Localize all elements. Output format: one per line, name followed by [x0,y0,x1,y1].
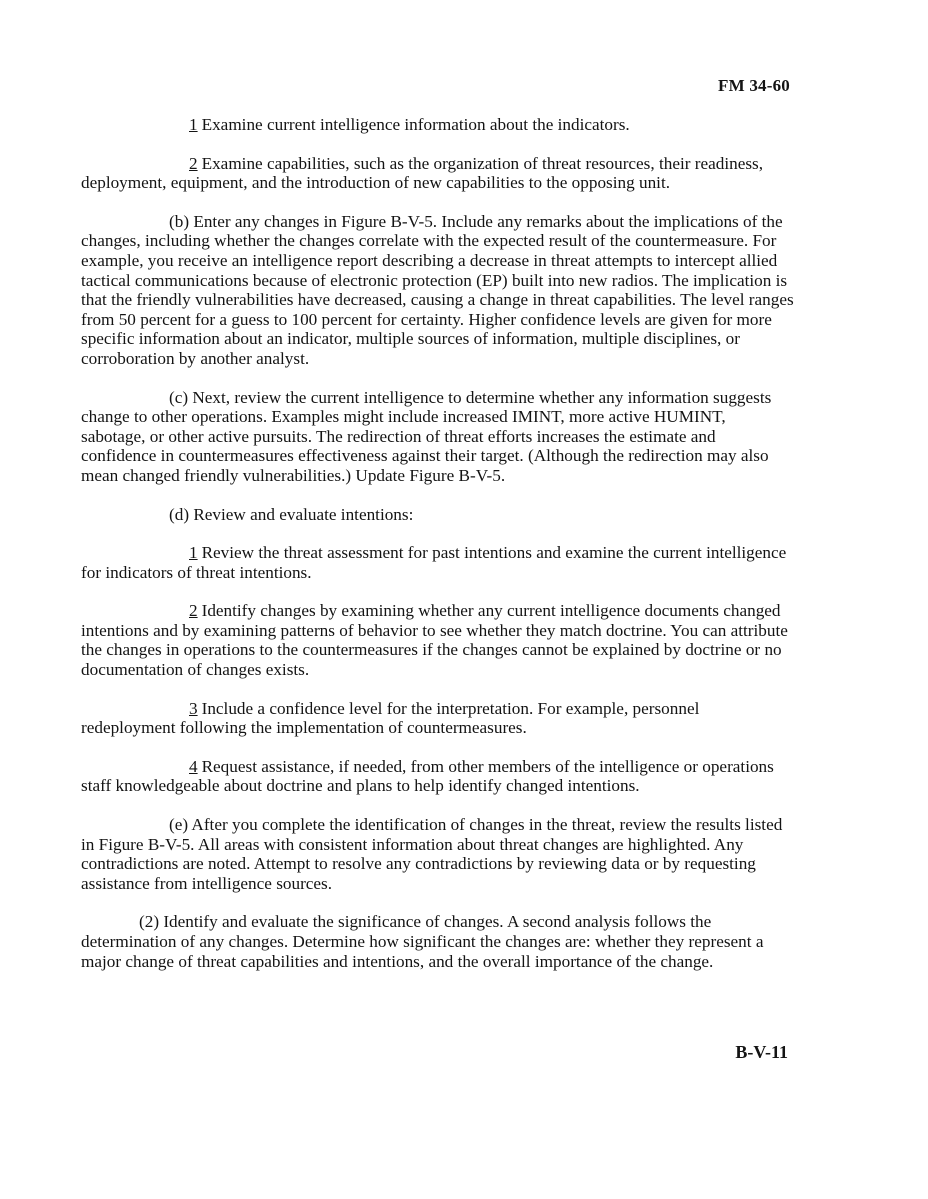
paragraph-text: Request assistance, if needed, from other members of the intelligence or operations staff knowledgeable about doctrine and plans to help identify changed intentions. [81,756,774,796]
paragraph-text: Include a confidence level for the interpretation. For example, personnel redeployment following the implementation of countermeasures. [81,698,700,738]
paragraph-e [81,815,794,893]
paragraph-text: (2) Identify and evaluate the significance of changes. A second analysis follows the determination of any changes. Determine how significant the changes are: whether they represent a major change of threat capabilities and intentions, and the overall importance of the change. [81,912,764,971]
paragraph-c [81,388,794,486]
paragraph-intentions-4 [81,757,794,796]
item-number: 1 [189,115,198,134]
paragraph-d [81,505,794,525]
paragraph-text: (b) Enter any changes in Figure B-V-5. Include any remarks about the implications of the changes, including whether the changes correlate with the expected result of the countermeasure. For example, you receive an intelligence report describing a decrease in threat attempts to intercept allied tactical communications because of electronic protection (EP) built into new radios. The implication is that the friendly vulnerabilities have decreased, causing a change in threat capabilities. The level ranges from 50 percent for a guess to 100 percent for certainty. Higher confidence levels are given for more specific information about an indicator, multiple sources of information, multiple disciplines, or corroboration by another analyst. [81,211,794,368]
item-number: 3 [189,698,198,718]
document-id-header: FM 34-60 [718,76,790,95]
paragraph-intentions-3 [81,699,794,738]
paragraph-text: Examine capabilities, such as the organization of threat resources, their readiness, deployment, equipment, and the introduction of new capabilities to the opposing unit. [81,153,764,193]
paragraph-text: (e) After you complete the identification of changes in the threat, review the results listed in Figure B-V-5. All areas with consistent information about threat changes are highlighted. Any contradictions are noted. Attempt to resolve any contradictions by reviewing data or by requesting assistance from intelligence sources. [81,815,783,893]
paragraph-capabilities-2 [81,154,794,193]
item-number: 2 [189,153,198,173]
paragraph-text: Examine current intelligence information about the indicators. [201,115,630,134]
paragraph-text: Review the threat assessment for past intentions and examine the current intelligence for indicators of threat intentions. [81,543,787,582]
paragraph-2 [81,912,794,971]
page-number: B-V-11 [735,1042,788,1062]
paragraph-text: (d) Review and evaluate intentions: [169,504,414,524]
page-body [81,115,794,990]
paragraph-intentions-2 [81,601,794,679]
paragraph-b [81,212,794,369]
item-number: 1 [189,543,198,563]
item-number: 4 [189,756,198,776]
paragraph-text: Identify changes by examining whether any current intelligence documents changed intentions and by examining patterns of behavior to see whether they match doctrine. You can attribute the changes in operations to the countermeasures if the changes cannot be explained by doctrine or no documentation of changes exists. [81,601,788,680]
paragraph-intentions-1 [81,543,794,582]
item-number: 2 [189,601,198,621]
paragraph-capabilities-1 [81,115,794,135]
paragraph-text: (c) Next, review the current intelligence to determine whether any information suggests change to other operations. Examples might include increased IMINT, more active HUMINT, sabotage, or other active pursuits. The redirection of threat efforts increases the estimate and confidence in countermeasures effectiveness against their target. (Although the redirection may also mean changed friendly vulnerabilities.) Update Figure B-V-5. [81,387,772,485]
